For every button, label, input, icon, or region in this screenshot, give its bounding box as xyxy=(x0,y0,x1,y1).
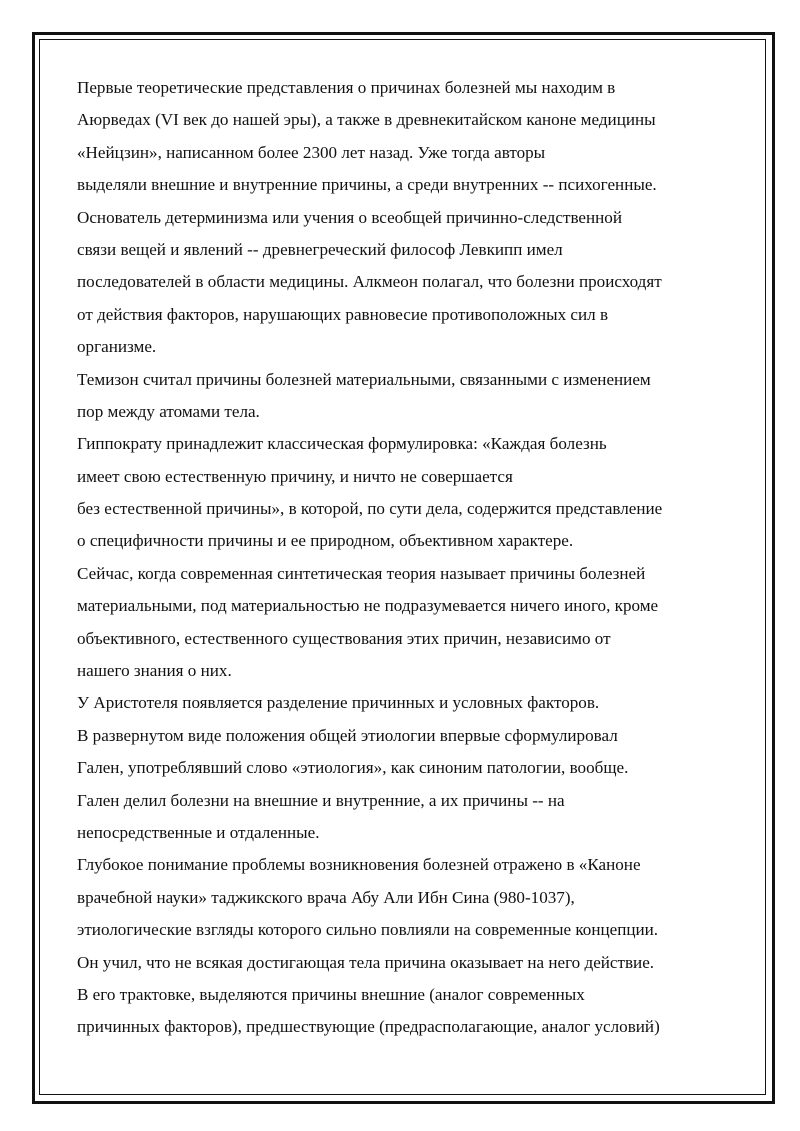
document-body-text xyxy=(77,72,737,1044)
text-line: Первые теоретические представления о причинах болезней мы находим в xyxy=(77,78,616,97)
text-line: причинных факторов), предшествующие (предрасполагающие, аналог условий) xyxy=(77,1017,660,1037)
text-line: связи вещей и явлений -- древнегреческий философ Левкипп имел xyxy=(77,239,563,259)
text-line: В его трактовке, выделяются причины внешние (аналог современных xyxy=(77,984,585,1004)
text-line: этиологические взгляды которого сильно повлияли на современные концепции. xyxy=(77,920,659,940)
text-line: нашего знания о них. xyxy=(77,661,232,681)
text-line: объективного, естественного существования этих причин, независимо от xyxy=(77,628,611,648)
text-line: Гален делил болезни на внешние и внутренние, а их причины -- на xyxy=(77,790,565,810)
text-line: без естественной причины», в которой, по сути дела, содержится представление xyxy=(77,499,663,519)
text-line: выделяли внешние и внутренние причины, а среди внутренних -- психогенные. xyxy=(77,175,657,195)
text-line: последователей в области медицины. Алкмеон полагал, что болезни происходят xyxy=(77,272,662,292)
text-line: Глубокое понимание проблемы возникновения болезней отражено в «Каноне xyxy=(77,855,641,875)
text-line: материальными, под материальностью не подразумевается ничего иного, кроме xyxy=(77,596,659,616)
text-line: Основатель детерминизма или учения о всеобщей причинно-следственной xyxy=(77,207,622,227)
text-line: У Аристотеля появляется разделение причинных и условных факторов. xyxy=(77,693,600,713)
text-line: Гален, употреблявший слово «этиология», как синоним патологии, вообще. xyxy=(77,758,629,778)
text-line: от действия факторов, нарушающих равновесие противоположных сил в xyxy=(77,304,609,324)
text-line: имеет свою естественную причину, и ничто не совершается xyxy=(77,466,513,486)
text-line: «Нейцзин», написанном более 2300 лет назад. Уже тогда авторы xyxy=(77,142,546,162)
text-line: Гиппократу принадлежит классическая формулировка: «Каждая болезнь xyxy=(77,434,607,454)
text-line: пор между атомами тела. xyxy=(77,401,260,421)
text-line: Аюрведах (VI век до нашей эры), а также в древнекитайском каноне медицины xyxy=(77,110,656,130)
text-line: Темизон считал причины болезней материальными, связанными с изменением xyxy=(77,369,651,389)
text-line: Он учил, что не всякая достигающая тела причина оказывает на него действие. xyxy=(77,952,655,972)
text-line: организме. xyxy=(77,337,157,357)
text-line: врачебной науки» таджикского врача Абу Али Ибн Сина (980-1037), xyxy=(77,887,575,907)
text-line: непосредственные и отдаленные. xyxy=(77,822,320,842)
text-line: Сейчас, когда современная синтетическая теория называет причины болезней xyxy=(77,563,646,583)
text-line: В развернутом виде положения общей этиологии впервые сформулировал xyxy=(77,725,618,745)
text-line: о специфичности причины и ее природном, объективном характере. xyxy=(77,531,574,551)
